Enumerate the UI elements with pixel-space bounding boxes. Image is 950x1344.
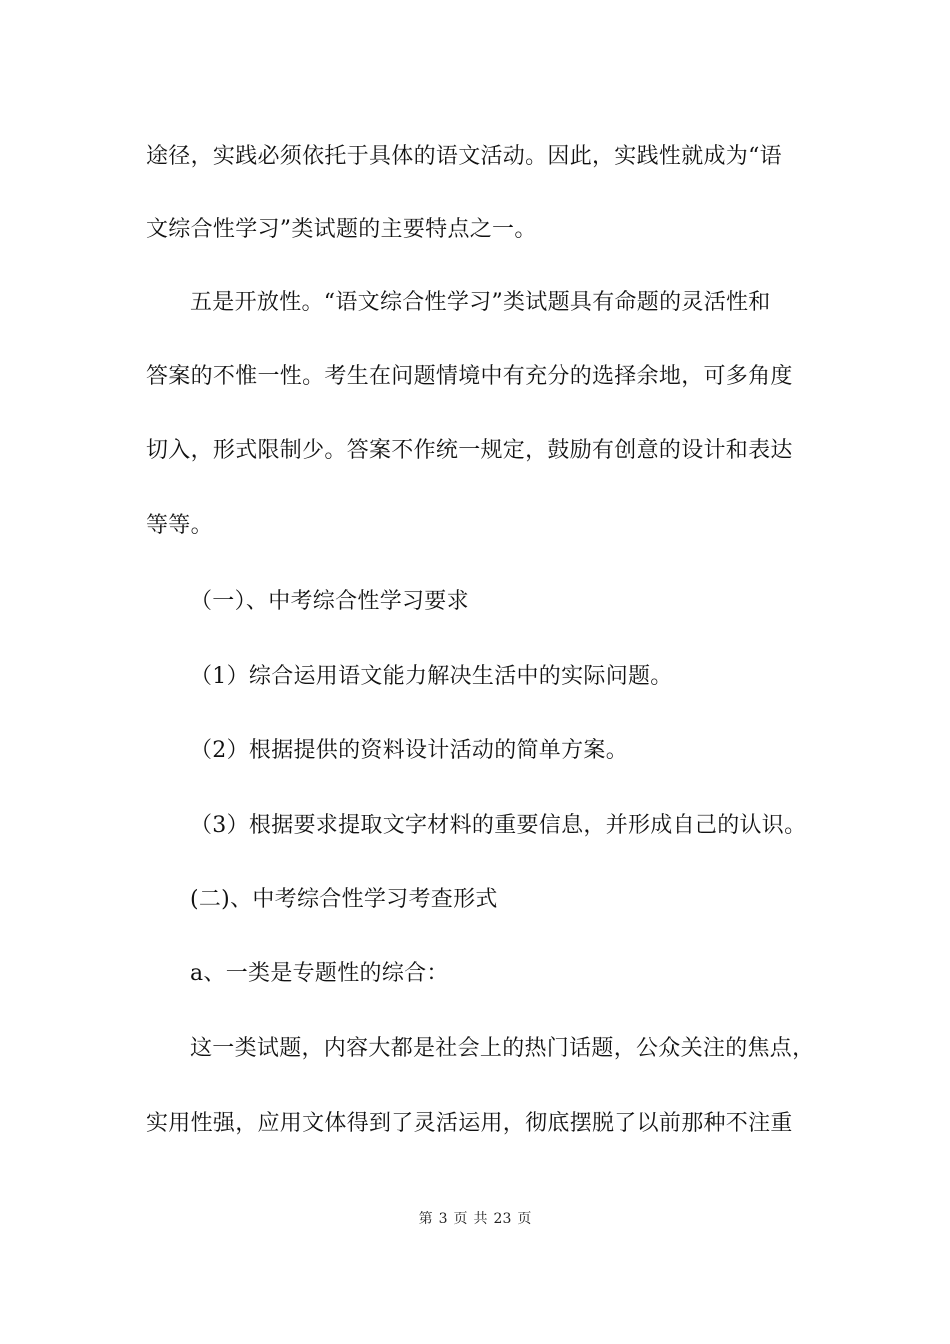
footer-suffix: 页: [517, 1211, 532, 1227]
list-item: （3）根据要求提取文字材料的重要信息，并形成自己的认识。: [190, 813, 807, 838]
paragraph-line: 切入，形式限制少。答案不作统一规定，鼓励有创意的设计和表达: [146, 438, 793, 463]
section-heading: (二)、中考综合性学习考查形式: [190, 887, 498, 912]
footer-prefix: 第: [418, 1211, 433, 1227]
paragraph-line: 五是开放性。“语文综合性学习”类试题具有命题的灵活性和: [190, 290, 771, 315]
footer-total-pages: 23: [493, 1211, 512, 1227]
section-heading: （一）、中考综合性学习要求: [190, 589, 469, 614]
list-item: （2）根据提供的资料设计活动的简单方案。: [190, 738, 628, 763]
paragraph-line: 这一类试题，内容大都是社会上的热门话题，公众关注的焦点，: [190, 1036, 815, 1061]
footer-total-label: 共: [473, 1211, 488, 1227]
paragraph-line: 等等。: [146, 513, 213, 538]
paragraph-line: 答案的不惟一性。考生在问题情境中有充分的选择余地，可多角度: [146, 364, 793, 389]
paragraph-line: 实用性强，应用文体得到了灵活运用，彻底摆脱了以前那种不注重: [146, 1111, 793, 1136]
list-item: （1）综合运用语文能力解决生活中的实际问题。: [190, 664, 673, 689]
page-footer: [0, 1210, 950, 1228]
footer-page-number: 3: [438, 1211, 448, 1227]
subsection-heading: a、一类是专题性的综合：: [190, 961, 449, 986]
paragraph-line: 途径，实践必须依托于具体的语文活动。因此，实践性就成为“语: [146, 144, 782, 169]
paragraph-line: 文综合性学习”类试题的主要特点之一。: [146, 217, 537, 242]
footer-page-label: 页: [453, 1211, 468, 1227]
